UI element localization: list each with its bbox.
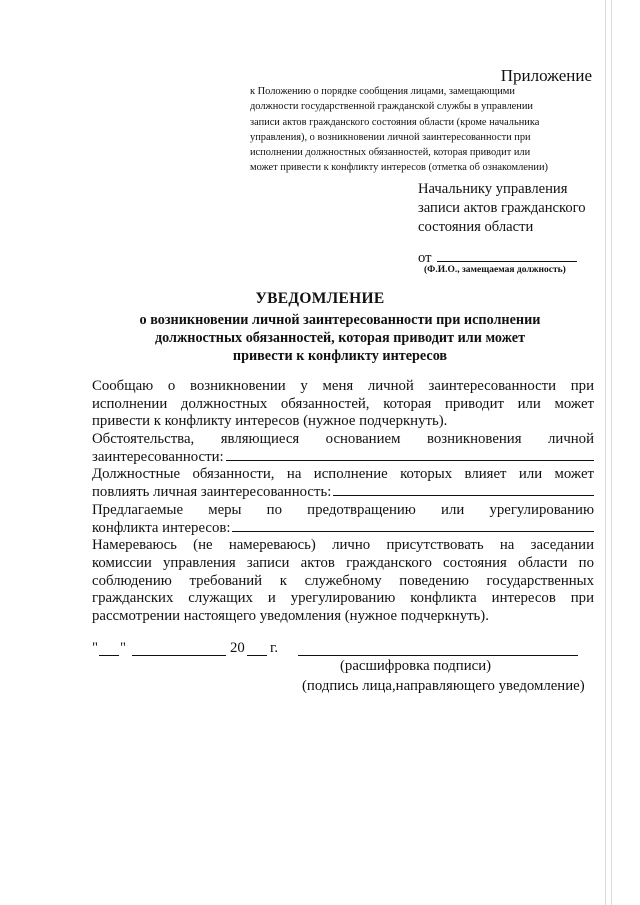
scan-edge-line [605,0,606,905]
date-month-blank[interactable] [132,640,226,656]
subtitle-line: о возникновении личной заинтересованности при исполнении [139,312,541,328]
appendix-title: Приложение [500,66,592,85]
body-line: Намереваюсь (не намереваюсь) лично присутствовать на заседании [92,537,594,554]
appendix-line: исполнении должностных обязанностей, которая приводит или [250,147,531,159]
date-day-blank[interactable] [99,640,119,656]
body-line: рассмотрении настоящего уведомления (нужное подчеркнуть). [92,607,489,624]
notice-title: УВЕДОМЛЕНИЕ [255,290,385,307]
from-label: от [418,250,432,266]
addressee-line: состояния области [418,219,534,235]
body-line: гражданских служащих и урегулированию конфликта интересов при [92,590,594,607]
body-line: Должностные обязанности, на исполнение которых влияет или может [92,466,594,483]
blank-line[interactable] [333,484,594,496]
appendix-reference [250,84,596,176]
signature-sender-caption: (подпись лица,направляющего уведомление) [302,678,585,694]
appendix-line: может привести к конфликту интересов (отметка об ознакомлении) [250,162,549,174]
scan-edge-line [611,0,612,905]
circumstances-field[interactable] [92,449,594,467]
addressee-block [418,180,608,237]
field-label: заинтересованности: [92,448,224,465]
body-line: привести к конфликту интересов (нужное подчеркнуть). [92,413,448,430]
body-line: Сообщаю о возникновении у меня личной заинтересованности при [92,378,594,394]
date-year-suffix: г. [270,640,279,656]
from-caption: (Ф.И.О., замещаемая должность) [424,265,566,275]
blank-line[interactable] [226,449,594,461]
date-quote-close: " [120,640,127,656]
date-year-prefix: 20 [230,640,245,656]
appendix-line: записи актов гражданского состояния области (кроме начальника [250,116,540,128]
body-line: Обстоятельства, являющиеся основанием возникновения личной [92,431,594,448]
blank-line[interactable] [232,520,594,532]
date-year-blank[interactable] [247,640,267,656]
subtitle-line: привести к конфликту интересов [232,348,448,364]
field-label: повлиять личная заинтересованность: [92,484,332,501]
signature-blank[interactable] [298,640,578,656]
appendix-line: должности государственной гражданской службы в управлении [250,101,533,113]
date-signature-row [92,640,592,660]
body-line: комиссии управления записи актов гражданского состояния области по [92,554,594,571]
appendix-line: к Положению о порядке сообщения лицами, замещающими [250,86,515,97]
notice-body [92,378,594,626]
addressee-line: записи актов гражданского [418,200,586,216]
body-line: соблюдению требований к служебному поведению государственных [92,572,594,589]
signature-transcript-caption: (расшифровка подписи) [340,658,492,674]
body-line: Предлагаемые меры по предотвращению или урегулированию [92,501,594,518]
appendix-line: управления), о возникновении личной заинтересованности при [250,131,531,143]
duties-field[interactable] [92,484,594,502]
measures-field[interactable] [92,520,594,538]
subtitle-line: должностных обязанностей, которая приводит или может [154,330,526,346]
addressee-line: Начальнику управления [418,181,568,197]
field-label: конфликта интересов: [92,519,231,536]
from-blank-line[interactable] [437,251,577,262]
notice-subtitle [100,311,580,365]
date-quote-open: " [92,640,99,656]
body-line: исполнении должностных обязанностей, которая приводит или может [92,395,594,412]
